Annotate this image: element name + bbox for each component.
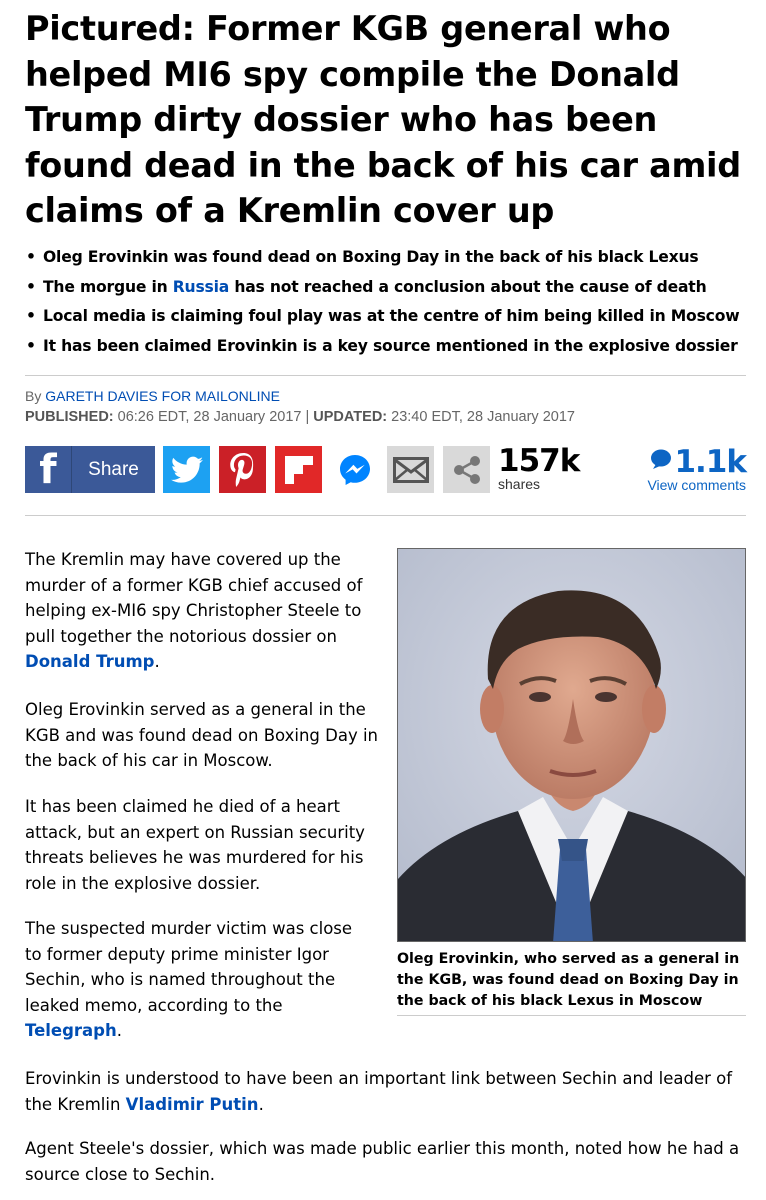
comments-count-number: 1.1k	[674, 444, 746, 480]
divider	[25, 515, 746, 516]
article-paragraph: Oleg Erovinkin served as a general in the KGB and was found dead on Boxing Day in the back of his car in Moscow.	[25, 700, 378, 770]
bullet-text: The morgue in	[43, 277, 173, 296]
donald-trump-link[interactable]: Donald Trump	[25, 652, 155, 671]
bullet-text: Oleg Erovinkin was found dead on Boxing Day in the back of his black Lexus	[43, 248, 699, 266]
email-share-button[interactable]	[387, 446, 434, 493]
view-comments-link[interactable]: View comments	[647, 477, 746, 493]
bullet-dot-icon: •	[26, 307, 36, 325]
paragraph-text: .	[116, 1021, 122, 1040]
paragraph-text: The suspected murder victim was close to former deputy prime minister Igor Sechin, who is named throughout the leaked memo, according to the	[25, 919, 353, 1015]
share-count-unit: shares	[498, 476, 541, 492]
speech-bubble-icon	[650, 448, 672, 470]
vladimir-putin-link[interactable]: Vladimir Putin	[125, 1094, 259, 1114]
comments-widget[interactable]	[647, 444, 746, 492]
summary-bullet	[25, 273, 755, 303]
telegraph-link[interactable]: Telegraph	[25, 1021, 117, 1040]
article-photo[interactable]	[397, 548, 746, 942]
facebook-share-button[interactable]	[25, 446, 155, 493]
share-icon	[451, 454, 483, 486]
portrait-photo	[398, 549, 746, 942]
byline-prefix: By	[25, 388, 46, 404]
divider	[25, 375, 746, 376]
photo-caption: Oleg Erovinkin, who served as a general in the KGB, was found dead on Boxing Day in the back of his black Lexus in Moscow	[397, 951, 740, 1009]
published-value: 06:26 EDT, 28 January 2017 |	[113, 409, 314, 425]
byline	[25, 386, 280, 406]
bullet-dot-icon: •	[26, 336, 36, 355]
bullet-dot-icon: •	[26, 248, 36, 266]
divider	[397, 1015, 746, 1016]
summary-bullet	[25, 302, 755, 332]
article-summary-bullets	[25, 243, 755, 361]
publish-dates	[25, 407, 575, 427]
russia-link[interactable]: Russia	[172, 277, 230, 296]
paragraph-text: Erovinkin is understood to have been an important link between Sechin and leader of the Kremlin	[25, 1069, 733, 1114]
facebook-share-label: Share	[88, 458, 139, 480]
paragraph-text: .	[154, 652, 160, 671]
share-count-number: 157k	[498, 443, 580, 479]
paragraph-text: The Kremlin may have covered up the murder of a former KGB chief accused of helping ex-MI6 spy Christopher Steele to pull together the notorious dossier on	[25, 550, 363, 646]
flipboard-share-button[interactable]	[275, 446, 322, 493]
summary-bullet	[25, 332, 755, 362]
messenger-icon	[338, 453, 372, 487]
bullet-text: has not reached a conclusion about the cause of death	[229, 277, 707, 296]
paragraph-text: .	[258, 1094, 264, 1114]
messenger-share-button[interactable]	[331, 446, 378, 493]
email-icon	[393, 457, 429, 483]
author-link[interactable]: GARETH DAVIES FOR MAILONLINE	[45, 388, 280, 404]
pinterest-icon	[228, 453, 258, 487]
article-paragraph	[25, 1066, 745, 1117]
comments-count	[647, 444, 746, 480]
share-count	[498, 443, 579, 491]
summary-bullet	[25, 243, 755, 273]
updated-value: 23:40 EDT, 28 January 2017	[387, 409, 575, 425]
article-paragraph: Agent Steele's dossier, which was made public earlier this month, noted how he had a source close to Sechin.	[25, 1139, 740, 1184]
pinterest-share-button[interactable]	[219, 446, 266, 493]
article-headline: Pictured: Former KGB general who helped MI6 spy compile the Donald Trump dirty dossier who has been found dead in the back of his car amid claims of a Kremlin cover up	[25, 9, 741, 230]
twitter-share-button[interactable]	[163, 446, 210, 493]
published-label: PUBLISHED:	[25, 409, 114, 425]
flipboard-icon	[285, 456, 313, 484]
updated-label: UPDATED:	[313, 409, 388, 425]
bullet-dot-icon: •	[26, 277, 36, 296]
twitter-icon	[171, 456, 203, 484]
article-paragraph	[25, 547, 380, 675]
bullet-text: Local media is claiming foul play was at the centre of him being killed in Moscow	[43, 307, 740, 325]
more-share-button[interactable]	[443, 446, 490, 493]
facebook-icon: f	[25, 446, 72, 493]
article-paragraph: It has been claimed he died of a heart attack, but an expert on Russian security threats believes he was murdered for his role in the explosive dossier.	[25, 797, 365, 893]
bullet-text: It has been claimed Erovinkin is a key source mentioned in the explosive dossier	[43, 336, 738, 355]
article-paragraph	[25, 916, 355, 1044]
